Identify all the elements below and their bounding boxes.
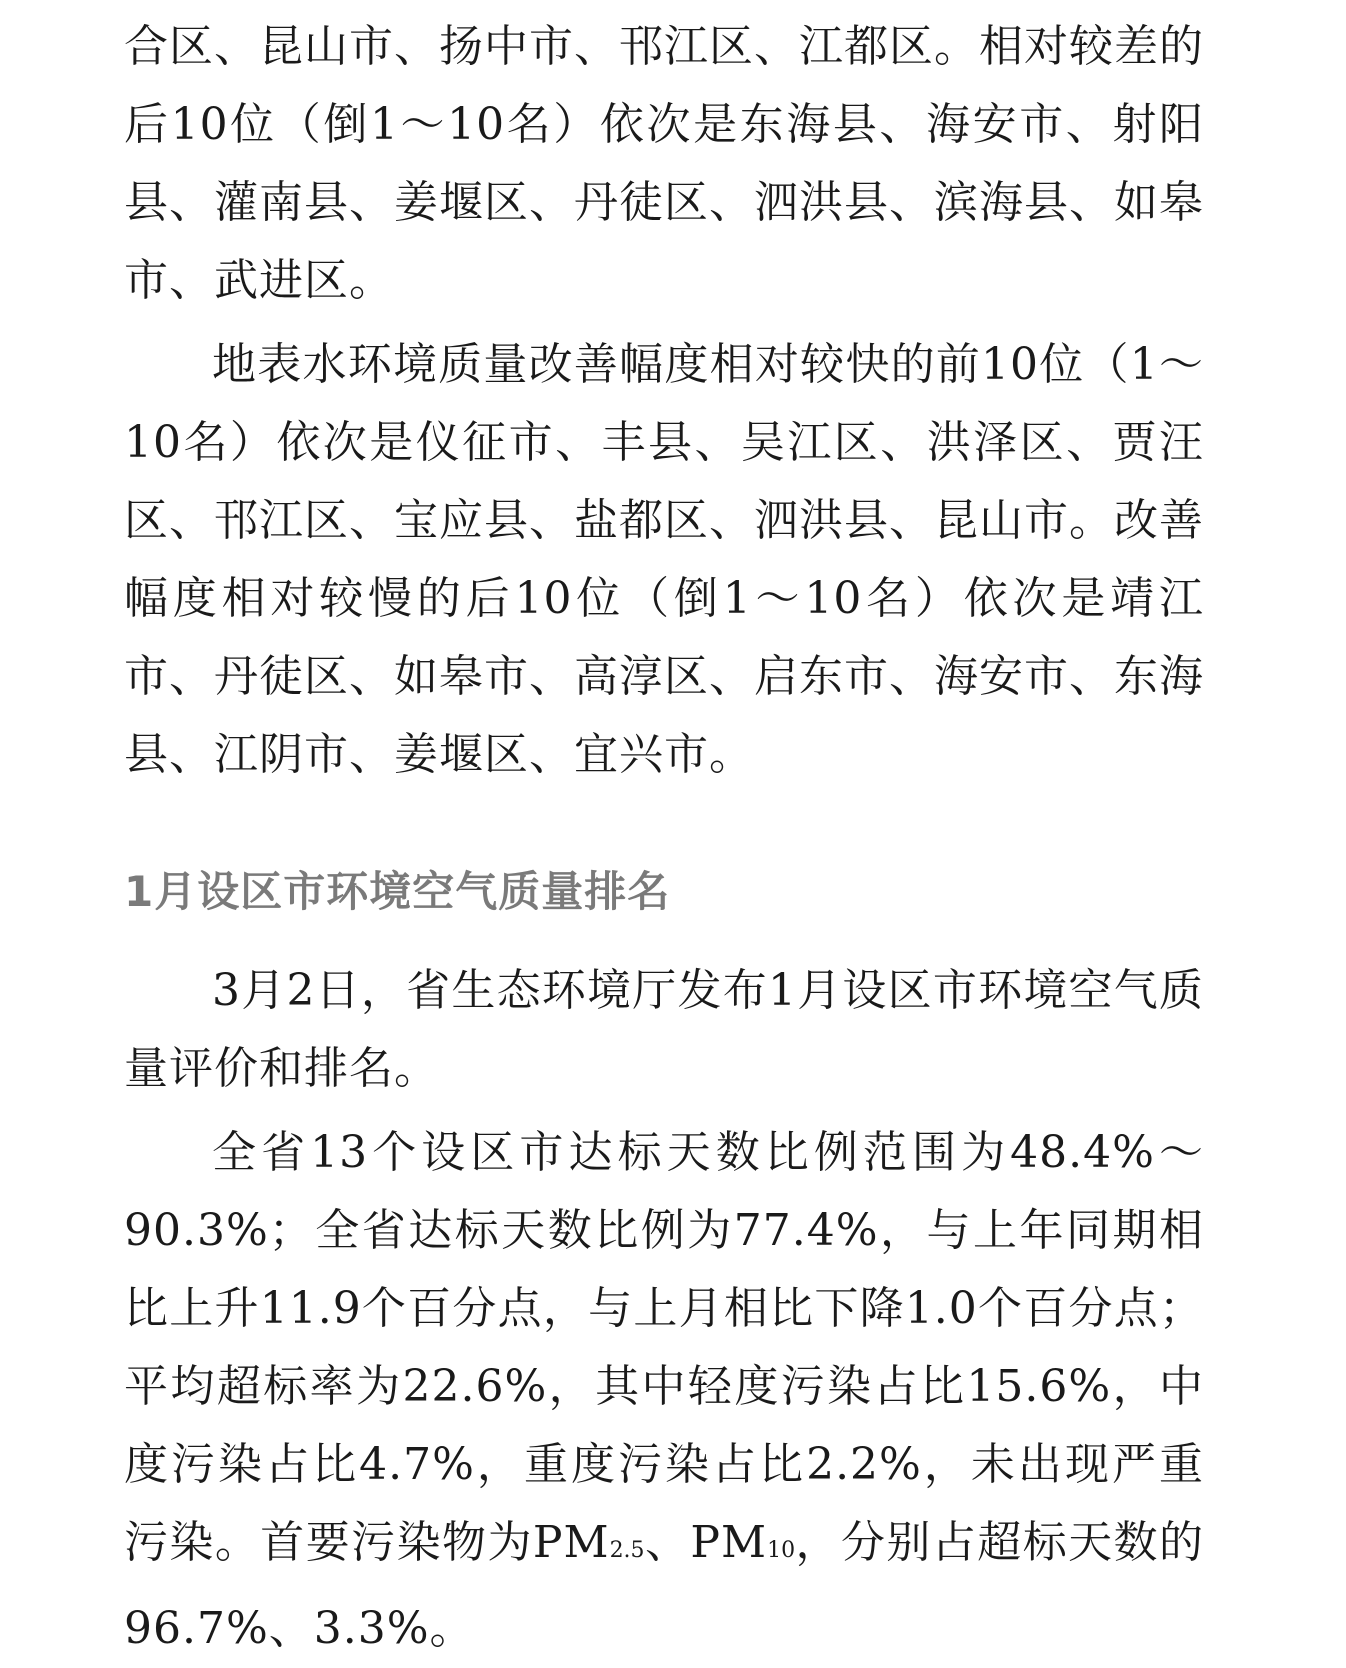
paragraph-water-quality-ranking: 合区、昆山市、扬中市、邗江区、江都区。相对较差的后10位（倒1～10名）依次是东海县、海安市、射阳县、灌南县、姜堰区、丹徒区、泗洪县、滨海县、如皋市、武进区。 — [124, 21, 1204, 306]
stats-text-part1: 全省13个设区市达标天数比例范围为48.4%～90.3%；全省达标天数比例为77.4%，与上年同期相比上升11.9个百分点，与上月相比下降1.0个百分点；平均超标率为22.6%，其中轻度污染占比15.6%，中度污染占比4.7%，重度污染占比2.2%，未出现严重污染。首要污染物为PM — [124, 1127, 1204, 1568]
pm25-subscript: 2.5 — [609, 1538, 645, 1563]
stats-text-part2: 、PM — [644, 1517, 768, 1568]
paragraph-air-quality-release: 3月2日，省生态环境厅发布1月设区市环境空气质量评价和排名。 — [124, 965, 1204, 1094]
paragraph-air-quality-stats — [124, 1114, 1204, 1668]
document-page — [124, 8, 1204, 1668]
section-heading: 1月设区市环境空气质量排名 — [124, 867, 671, 916]
stats-text-part3: ，分别占超标天数的96.7%、3.3%。 — [124, 1517, 1204, 1654]
paragraph-water-improvement-ranking: 地表水环境质量改善幅度相对较快的前10位（1～10名）依次是仪征市、丰县、吴江区、洪泽区、贾汪区、邗江区、宝应县、盐都区、泗洪县、昆山市。改善幅度相对较慢的后10位（倒1～10名）依次是靖江市、丹徒区、如皋市、高淳区、启东市、海安市、东海县、江阴市、姜堰区、宜兴市。 — [124, 339, 1204, 780]
pm10-subscript: 10 — [767, 1538, 796, 1563]
